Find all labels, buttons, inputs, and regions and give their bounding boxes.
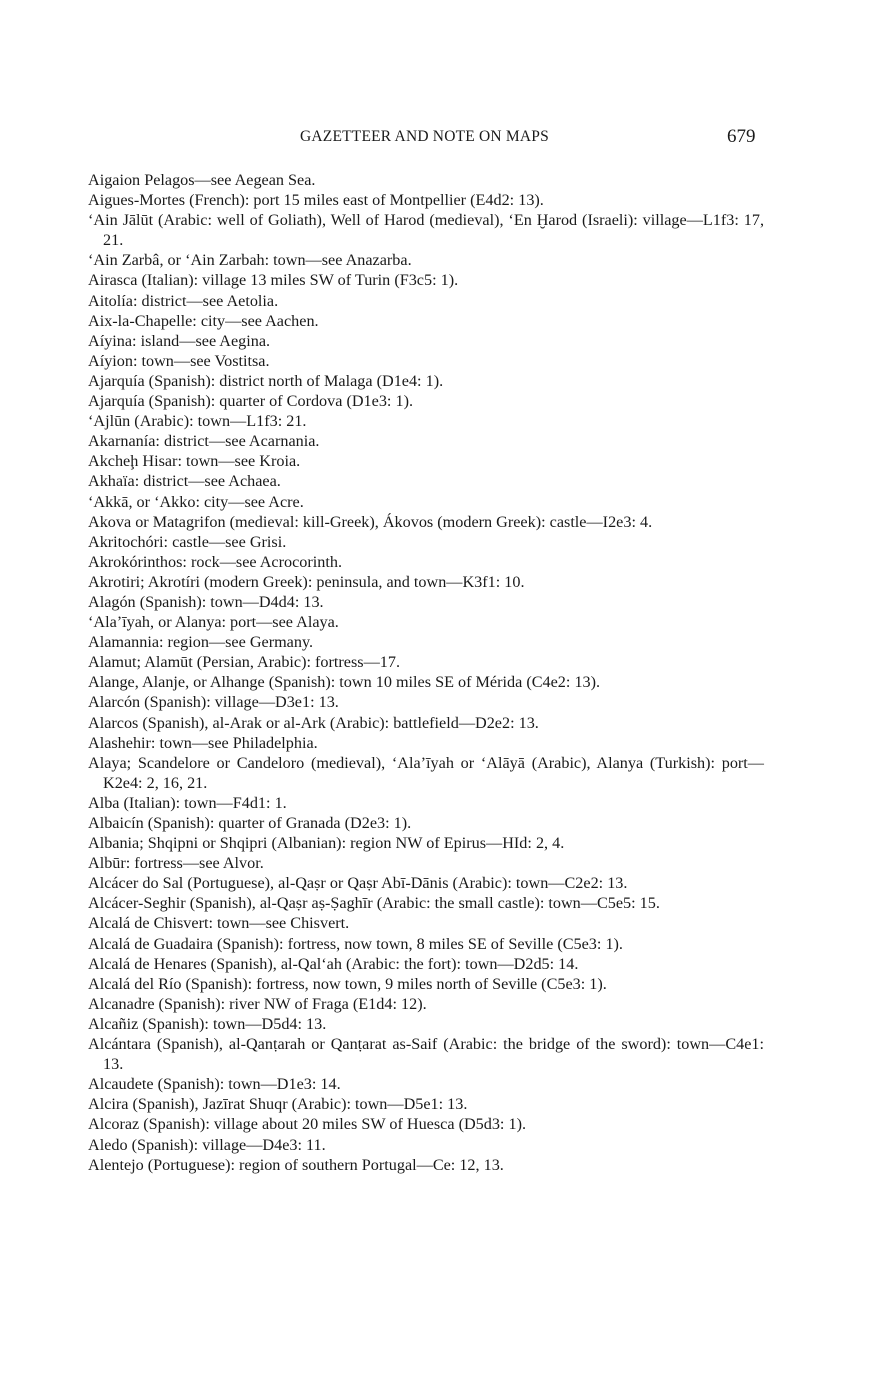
gazetteer-entry: Alcalá de Chisvert: town—see Chisvert. xyxy=(88,914,350,933)
gazetteer-entry: Alentejo (Portuguese): region of southern Portugal—Ce: 12, 13. xyxy=(88,1155,504,1174)
gazetteer-entry: Akritochóri: castle—see Grisi. xyxy=(88,532,287,551)
gazetteer-entry: Alagón (Spanish): town—D4d4: 13. xyxy=(88,592,324,611)
gazetteer-entry: Akrotiri; Akrotíri (modern Greek): peninsula, and town—K3f1: 10. xyxy=(88,572,525,591)
gazetteer-entry: Alcántara (Spanish), al-Qanṭarah or Qanṭarat as-Saif (Arabic: the bridge of the sword): town—C4e1: 13. xyxy=(88,1035,764,1074)
gazetteer-entry: Alcaudete (Spanish): town—D1e3: 14. xyxy=(88,1075,341,1094)
gazetteer-entry: Aledo (Spanish): village—D4e3: 11. xyxy=(88,1135,326,1154)
gazetteer-entry: Aíyina: island—see Aegina. xyxy=(88,331,271,350)
gazetteer-entry: ‘Ain Zarbâ, or ‘Ain Zarbah: town—see Anazarba. xyxy=(88,251,412,270)
gazetteer-entry: ‘Akkā, or ‘Akko: city—see Acre. xyxy=(88,492,304,511)
gazetteer-entry: Alba (Italian): town—F4d1: 1. xyxy=(88,793,287,812)
gazetteer-entry: Alamannia: region—see Germany. xyxy=(88,633,314,652)
gazetteer-entry: Alcañiz (Spanish): town—D5d4: 13. xyxy=(88,1014,327,1033)
gazetteer-entry: ‘Ala’īyah, or Alanya: port—see Alaya. xyxy=(88,613,339,632)
gazetteer-entry: Akhaïa: district—see Achaea. xyxy=(88,472,281,491)
running-head xyxy=(0,126,872,152)
gazetteer-entry: Alcácer do Sal (Portuguese), al-Qaṣr or Qaṣr Abī-Dānis (Arabic): town—C2e2: 13. xyxy=(88,874,628,893)
gazetteer-entry: Alashehir: town—see Philadelphia. xyxy=(88,733,318,752)
gazetteer-entry: Alcácer-Seghir (Spanish), al-Qaṣr aṣ-Ṣaghīr (Arabic: the small castle): town—C5e5: 15. xyxy=(88,894,660,913)
gazetteer-entry: Alcalá del Río (Spanish): fortress, now town, 9 miles north of Seville (C5e3: 1). xyxy=(88,974,607,993)
gazetteer-entry: Albūr: fortress—see Alvor. xyxy=(88,854,264,873)
gazetteer-entry: Aigaion Pelagos—see Aegean Sea. xyxy=(88,171,316,189)
gazetteer-entry-list xyxy=(88,170,764,1175)
gazetteer-entry: Akova or Matagrifon (medieval: kill-Greek), Ákovos (modern Greek): castle—I2e3: 4. xyxy=(88,512,653,531)
gazetteer-entry: Alcira (Spanish), Jazīrat Shuqr (Arabic): town—D5e1: 13. xyxy=(88,1095,468,1114)
gazetteer-entry: Alcanadre (Spanish): river NW of Fraga (E1d4: 12). xyxy=(88,994,427,1013)
running-title: GAZETTEER AND NOTE ON MAPS xyxy=(300,128,549,145)
gazetteer-entry: Alamut; Alamūt (Persian, Arabic): fortress—17. xyxy=(88,653,400,672)
gazetteer-entry: Albaicín (Spanish): quarter of Granada (D2e3: 1). xyxy=(88,814,412,832)
gazetteer-entry: Alcalá de Henares (Spanish), al-Qal‘ah (Arabic: the fort): town—D2d5: 14. xyxy=(88,954,579,973)
gazetteer-entry: Alcalá de Guadaira (Spanish): fortress, now town, 8 miles SE of Seville (C5e3: 1). xyxy=(88,934,623,953)
gazetteer-entry: Aíyion: town—see Vostitsa. xyxy=(88,351,270,370)
gazetteer-entry: Akarnanía: district—see Acarnania. xyxy=(88,432,320,451)
gazetteer-entry: Alcoraz (Spanish): village about 20 miles SW of Huesca (D5d3: 1). xyxy=(88,1115,527,1134)
gazetteer-entry: Albania; Shqipni or Shqipri (Albanian): region NW of Epirus—HId: 2, 4. xyxy=(88,834,565,853)
gazetteer-entry: Ajarquía (Spanish): quarter of Cordova (D1e3: 1). xyxy=(88,392,414,411)
gazetteer-entry: Alange, Alanje, or Alhange (Spanish): town 10 miles SE of Mérida (C4e2: 13). xyxy=(88,673,601,692)
gazetteer-entry: Airasca (Italian): village 13 miles SW of Turin (F3c5: 1). xyxy=(88,271,459,290)
gazetteer-entry: Ajarquía (Spanish): district north of Malaga (D1e4: 1). xyxy=(88,371,444,390)
gazetteer-entry: Akrokórinthos: rock—see Acrocorinth. xyxy=(88,552,342,571)
gazetteer-entry: ‘Ajlūn (Arabic): town—L1f3: 21. xyxy=(88,412,307,431)
gazetteer-entry: Aigues-Mortes (French): port 15 miles east of Montpellier (E4d2: 13). xyxy=(88,191,544,210)
gazetteer-entry: Aitolía: district—see Aetolia. xyxy=(88,291,279,310)
gazetteer-entry: Alaya; Scandelore or Candeloro (medieval), ‘Ala’īyah or ‘Alāyā (Arabic), Alanya (Turkish): port—K2e4: 2, 16, 21. xyxy=(88,753,764,792)
gazetteer-entry: ‘Ain Jālūt (Arabic: well of Goliath), Well of Harod (medieval), ‘En Ḫarod (Israeli): village—L1f3: 17, 21. xyxy=(88,211,764,250)
gazetteer-entry: Alarcos (Spanish), al-Arak or al-Ark (Arabic): battlefield—D2e2: 13. xyxy=(88,713,539,732)
gazetteer-entry: Akcheḩ Hisar: town—see Kroia. xyxy=(88,452,301,471)
gazetteer-entry: Alarcón (Spanish): village—D3e1: 13. xyxy=(88,693,339,712)
gazetteer-entry: Aix-la-Chapelle: city—see Aachen. xyxy=(88,311,319,330)
page-number: 679 xyxy=(727,126,756,147)
